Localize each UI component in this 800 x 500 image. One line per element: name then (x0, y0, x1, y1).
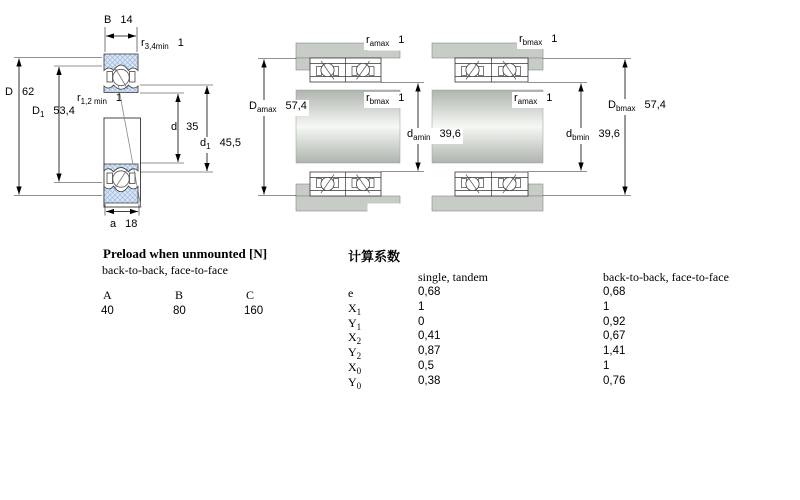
paired-bearing-diagram-b (432, 43, 631, 211)
bearing-pair (455, 172, 528, 196)
factor-value-single: 0,68 (418, 286, 441, 298)
dim-label-Damax: $D_{amax}$ 57,4 (249, 100, 307, 114)
dim-label-d: d 35 (171, 121, 199, 133)
preload-col-A: A (103, 288, 112, 302)
factor-value-btb: 0,67 (603, 330, 626, 343)
preload-col-B: B (175, 288, 184, 302)
dim-label-ramax-mid: $r_{amax}$ 1 (514, 92, 553, 106)
preload-subtitle: back-to-back, face-to-face (102, 263, 228, 277)
factor-symbol: e (348, 286, 354, 300)
dim-label-r12: $r_{1,2 min}$ 1 (77, 92, 123, 106)
factor-value-single: 1 (418, 300, 425, 313)
factors-title: 计算系数 (348, 249, 401, 264)
dim-label-damin: $d_{amin}$ 39,6 (407, 128, 461, 142)
dim-label-dbmin: $d_{bmin}$ 39,6 (566, 128, 620, 142)
preload-title: Preload when unmounted [N] (103, 246, 268, 261)
factors-col-single-tandem: single, tandem (418, 270, 488, 284)
preload-value-B: 80 (173, 305, 186, 317)
extension-lines (529, 59, 632, 196)
factor-value-single: 0,38 (418, 374, 441, 387)
dim-label-r34: $r_{3,4min}$ 1 (141, 37, 184, 51)
factor-row-X1 (345, 301, 785, 316)
dim-label-Dbmax: $D_{bmax}$ 57,4 (608, 99, 666, 113)
factor-row-Y0 (345, 375, 785, 390)
housing-shoulder (296, 58, 311, 70)
dim-label-ramax-top: $r_{amax}$ 1 (366, 34, 405, 48)
outer-ring (104, 54, 138, 71)
factor-row-Y2 (345, 345, 785, 360)
dim-label-B: B 14 (104, 14, 133, 26)
dim-label-rbmax-mid: $r_{bmax}$ 1 (366, 92, 405, 106)
factor-value-single: 0 (418, 315, 425, 328)
factor-symbol: $Y_1$ (348, 315, 362, 332)
dim-label-d1: $d_1$ 45,5 (200, 137, 241, 151)
factor-row-X0 (345, 360, 785, 375)
factor-value-btb: 1 (603, 300, 610, 313)
factor-row-X2 (345, 330, 785, 345)
factor-row-Y1 (345, 316, 785, 331)
preload-table (101, 246, 331, 331)
factor-value-single: 0,87 (418, 345, 441, 358)
factor-row-e (345, 286, 785, 301)
outer-ring (104, 186, 138, 203)
paired-bearing-diagram-a (258, 43, 424, 212)
factors-rows (345, 286, 785, 390)
factor-value-btb: 0,92 (603, 315, 626, 328)
factor-value-btb: 0,68 (603, 286, 626, 298)
factor-value-single: 0,41 (418, 330, 441, 343)
dim-label-D: D 62 (5, 86, 35, 98)
factor-symbol: $Y_0$ (348, 374, 362, 391)
housing-shoulder (528, 184, 543, 196)
factor-symbol: $Y_2$ (348, 345, 362, 362)
housing-band (432, 196, 543, 211)
dim-label-a: a 18 (110, 218, 138, 230)
preload-value-C: 160 (244, 305, 264, 317)
bearing-pair (310, 172, 381, 196)
preload-col-C: C (246, 288, 255, 302)
dim-label-D1: $D_1$ 53,4 (32, 105, 75, 119)
housing-shoulder (528, 58, 543, 70)
dimension-lines (581, 60, 625, 195)
factor-symbol: $X_1$ (348, 300, 362, 317)
bearing-pair (310, 58, 381, 82)
factor-symbol: $X_0$ (348, 359, 362, 376)
bearing-pair (455, 58, 528, 82)
calculation-factors-table (345, 246, 785, 406)
preload-value-A: 40 (101, 305, 114, 317)
factors-col-back-to-back: back-to-back, face-to-face (603, 270, 729, 284)
factor-value-btb: 1,41 (603, 345, 626, 358)
factor-value-btb: 0,76 (603, 374, 626, 387)
factor-symbol: $X_2$ (348, 330, 362, 347)
housing-shoulder (296, 184, 311, 196)
dim-label-rbmax-top: $r_{bmax}$ 1 (519, 33, 558, 47)
factor-value-btb: 1 (603, 359, 610, 372)
factor-value-single: 0,5 (418, 359, 434, 372)
